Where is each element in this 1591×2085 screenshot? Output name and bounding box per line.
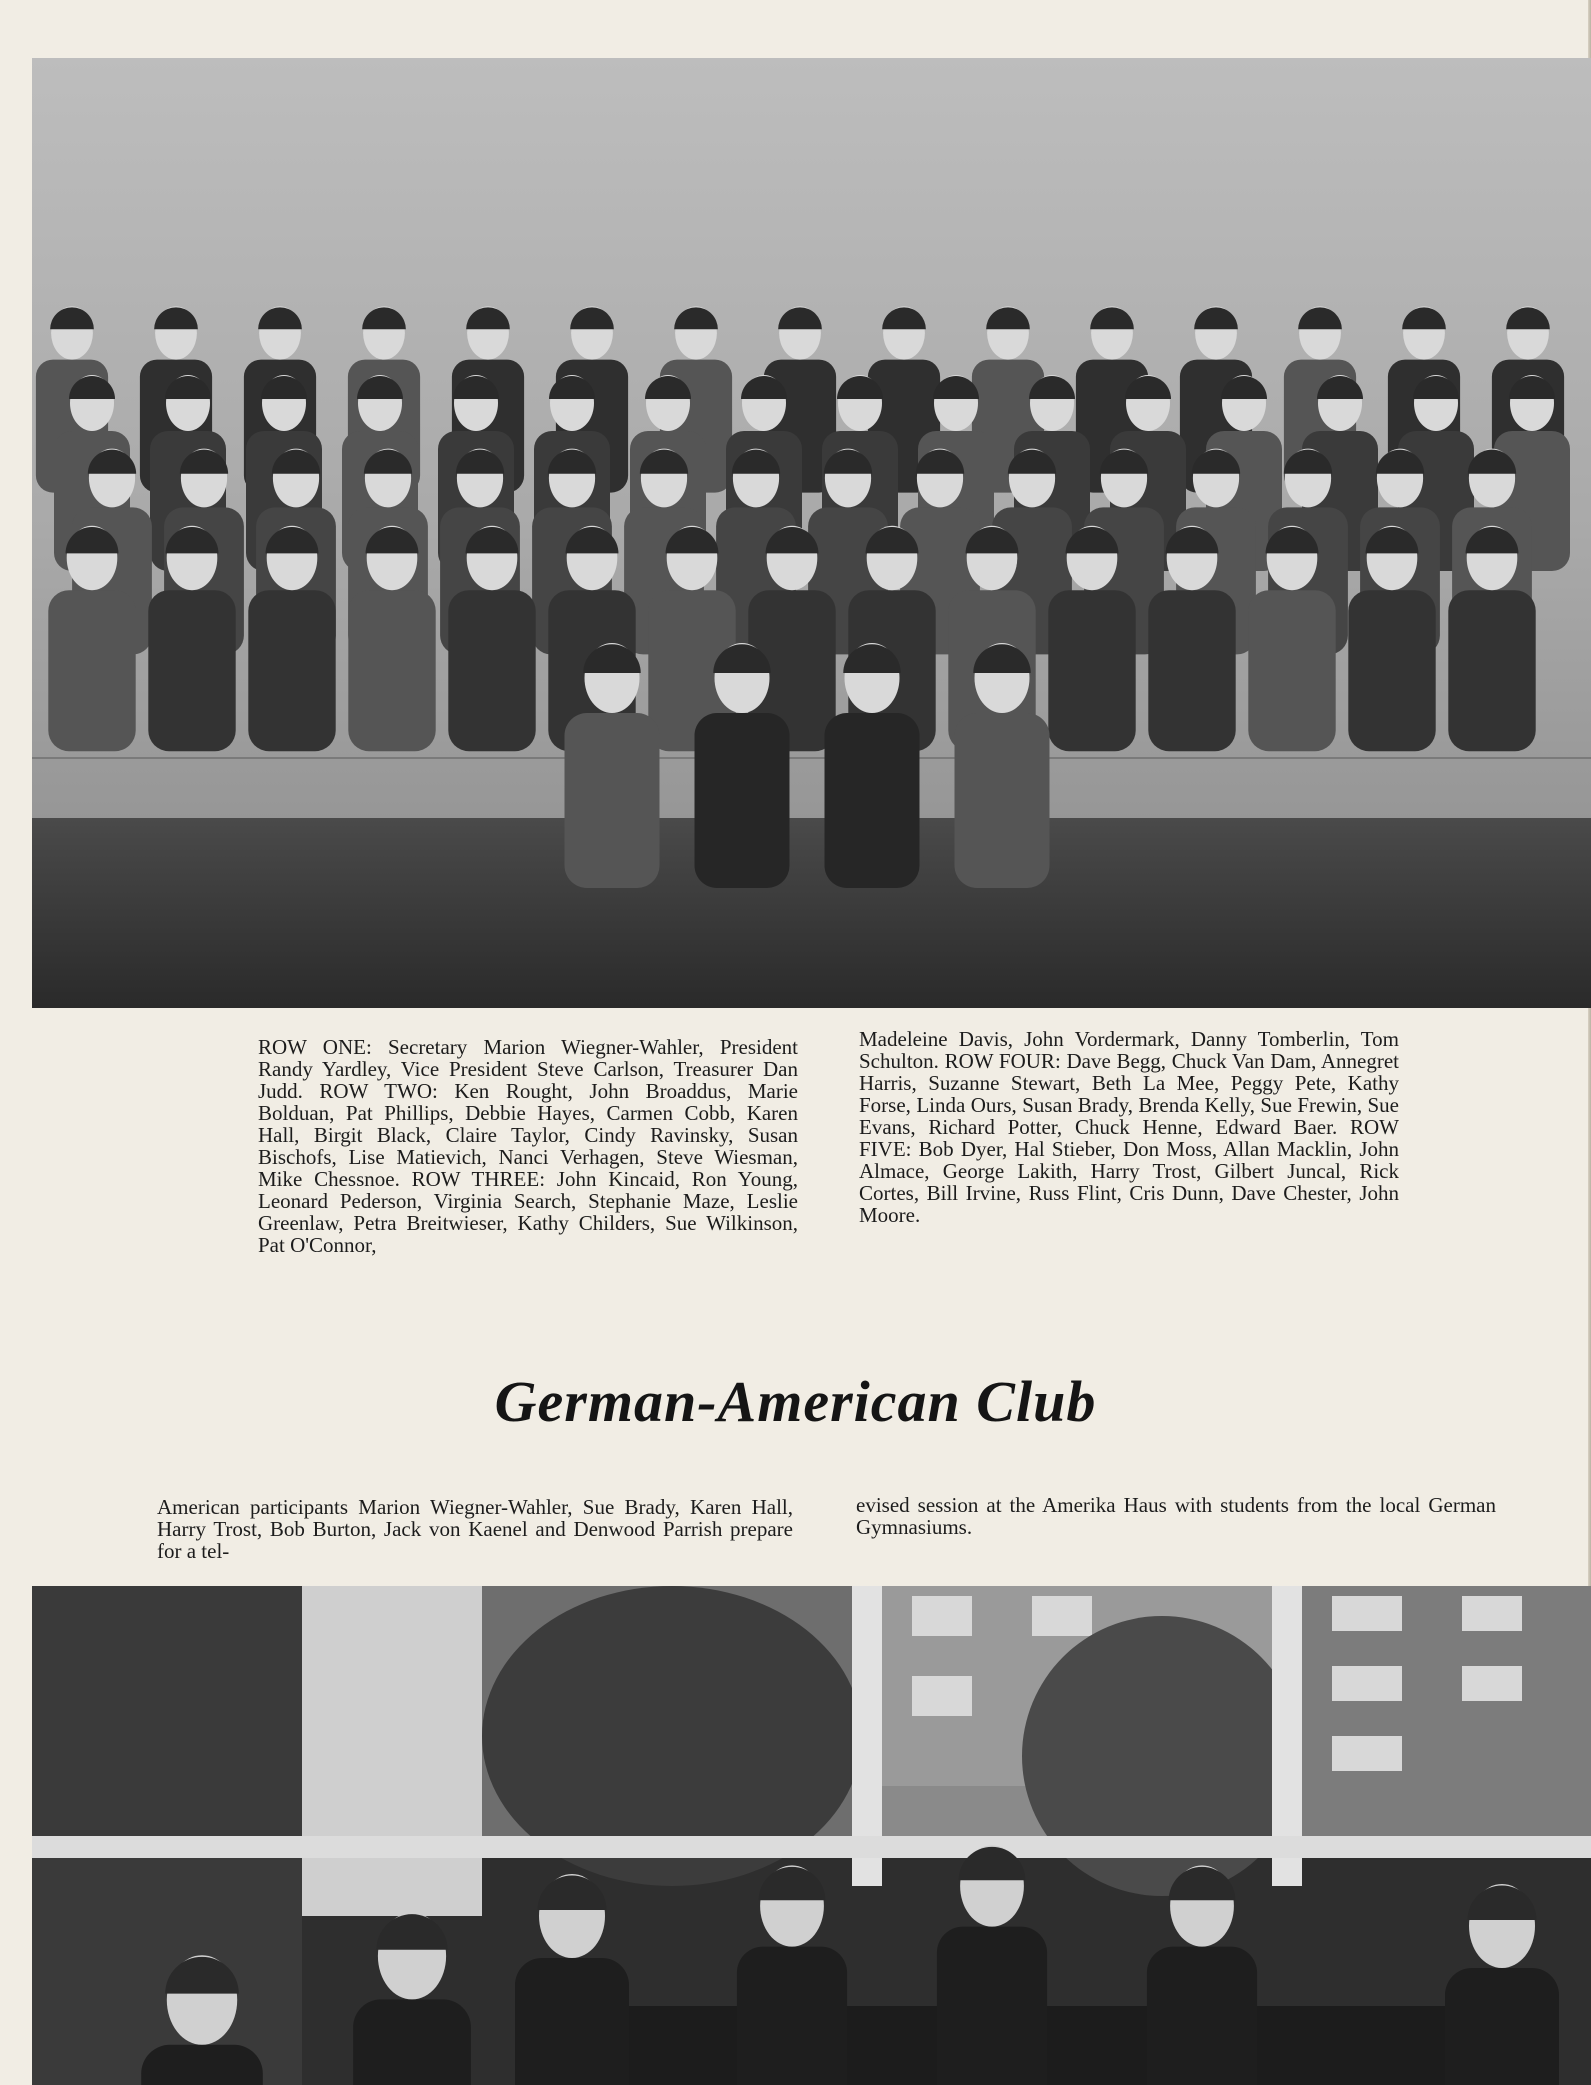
group-caption-right: Madeleine Davis, John Vordermark, Danny Tomberlin, Tom Schulton. ROW FOUR: Dave Begg, Chuck Van Dam, Annegret Harris, Suzanne Stewart, Beth La Mee, Peggy Pete, Kathy Forse, Linda Ours, Susan Brady, Brenda Kelly, Sue Frewin, Sue Evans, Richard Potter, Chuck Henne, Edward Baer. ROW FIVE: Bob Dyer, Hal Stieber, Don Moss, Allan Macklin, John Almace, George Lakith, Harry Trost, Gilbert Juncal, Rick Cortes, Bill Irvine, Russ Flint, Cris Dunn, Dave Chester, John Moore. — [859, 1027, 1399, 1227]
club-title: German-American Club — [494, 1369, 1097, 1434]
intro-caption-right: evised session at the Amerika Haus with students from the local German Gymnasiums. — [856, 1493, 1496, 1539]
group-photo-illustration — [32, 58, 1591, 1008]
club-photo-illustration — [32, 1586, 1591, 2085]
club-photo — [32, 1586, 1591, 2085]
group-caption-left: ROW ONE: Secretary Marion Wiegner-Wahler, President Randy Yardley, Vice President Steve Carlson, Treasurer Dan Judd. ROW TWO: Ken Rought, John Broaddus, Marie Bolduan, Pat Phillips, Debbie Hayes, Carmen Cobb, Karen Hall, Birgit Black, Claire Taylor, Cindy Ravinsky, Susan Bischofs, Lise Matievich, Nanci Verhagen, Steve Wiesman, Mike Chessnoe. ROW THREE: John Kincaid, Ron Young, Leonard Pederson, Virginia Search, Stephanie Maze, Leslie Greenlaw, Petra Breitwieser, Kathy Childers, Sue Wilkinson, Pat O'Connor, — [258, 1035, 798, 1257]
intro-caption-left: American participants Marion Wiegner-Wahler, Sue Brady, Karen Hall, Harry Trost, Bob Burton, Jack von Kaenel and Denwood Parrish prepare for a tel- — [157, 1495, 793, 1563]
group-photo — [32, 58, 1591, 1008]
